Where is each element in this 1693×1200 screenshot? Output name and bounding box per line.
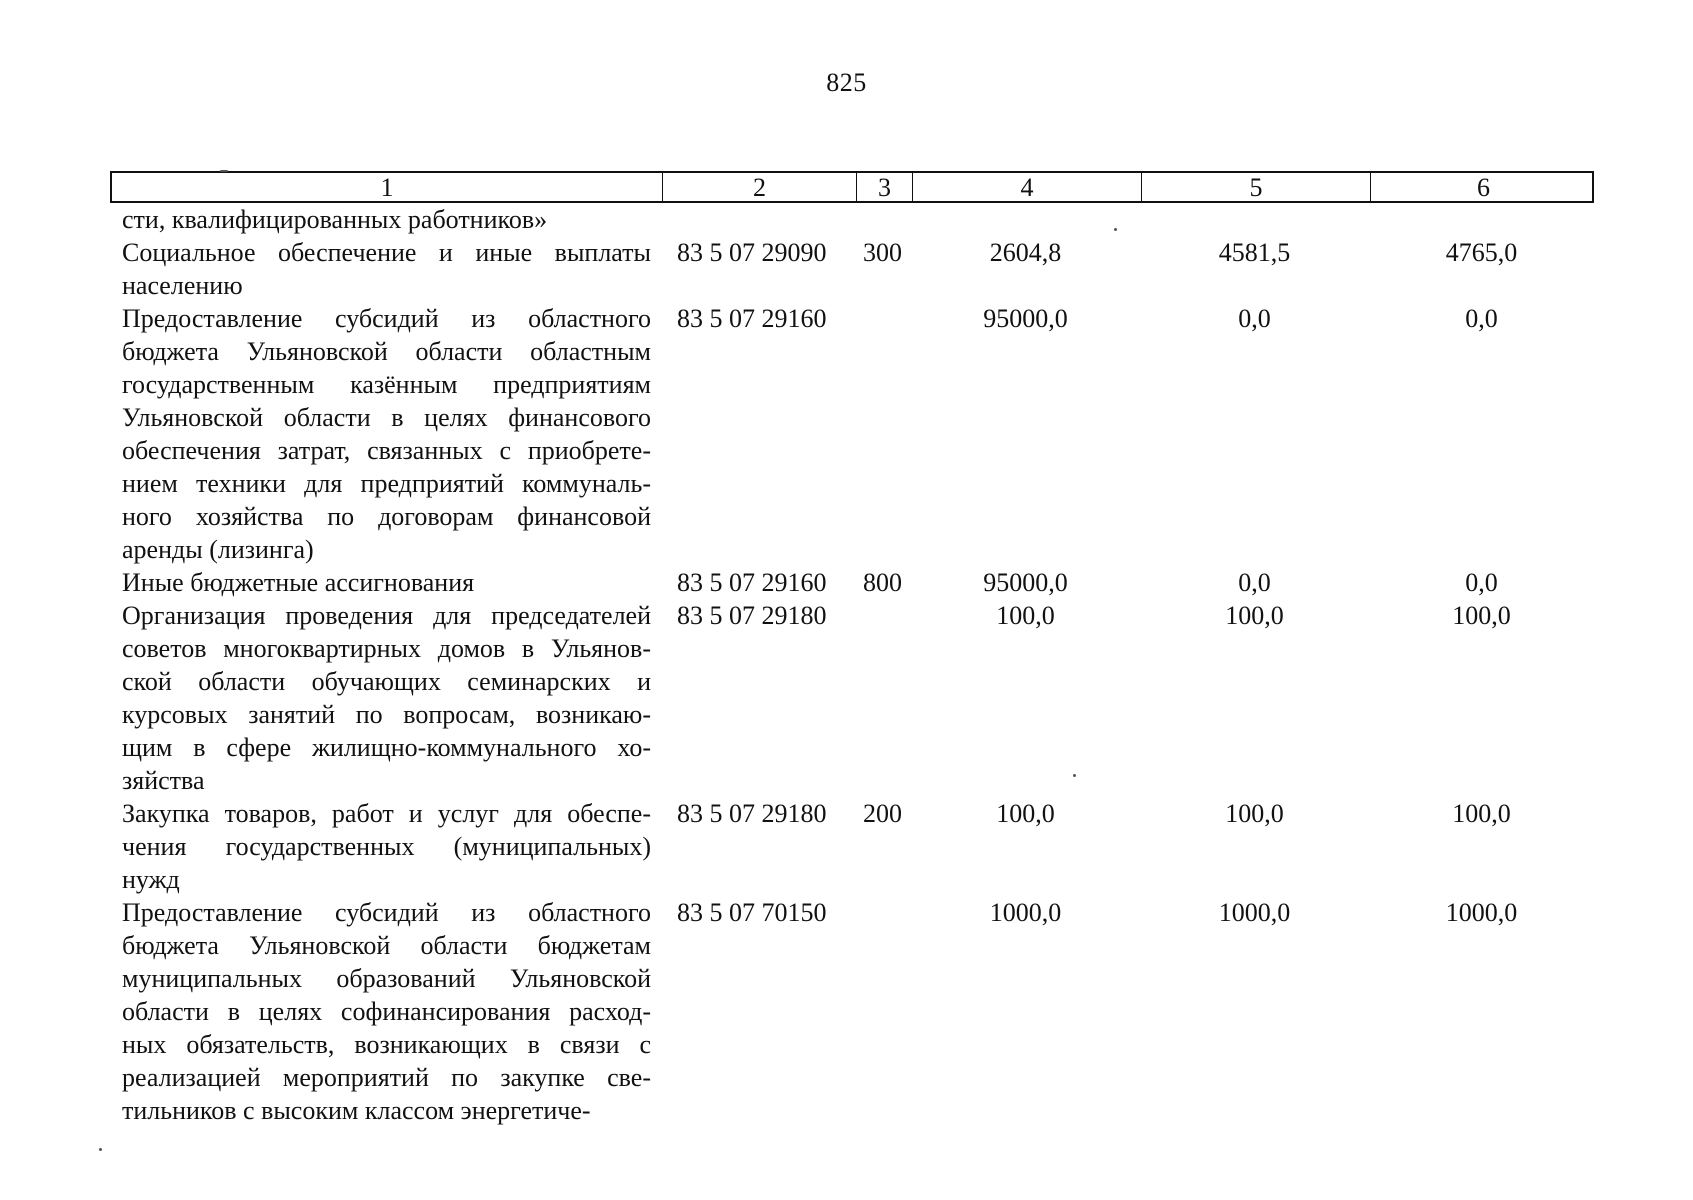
row-value-col4: 100,0 xyxy=(996,799,1055,828)
table-header-row xyxy=(110,171,1594,203)
table-row xyxy=(110,203,1594,236)
row-expense-type xyxy=(855,203,911,236)
column-header-3: 3 xyxy=(857,173,913,203)
description-line: Организация проведения для председателей xyxy=(122,601,651,630)
row-description xyxy=(110,302,661,566)
description-line: щим в сфере жилищно-коммунального хо- xyxy=(122,733,651,762)
row-value-col4: 100,0 xyxy=(996,601,1055,630)
column-header-2: 2 xyxy=(663,173,857,203)
table-body xyxy=(110,203,1594,1127)
row-value-col5: 0,0 xyxy=(1238,568,1271,597)
row-value-col5: 100,0 xyxy=(1225,601,1284,630)
description-line: Социальное обеспечение и иные выплаты xyxy=(122,238,651,267)
row-description xyxy=(110,566,661,599)
row-expense-type xyxy=(855,302,911,566)
description-line: государственным казённым предприятиям xyxy=(122,370,651,399)
row-value-col6: 0,0 xyxy=(1465,568,1498,597)
row-description xyxy=(110,599,661,797)
row-description xyxy=(110,236,661,302)
row-description xyxy=(110,797,661,896)
description-line: тильников с высоким классом энергетиче- xyxy=(122,1096,591,1125)
description-line: Иные бюджетные ассигнования xyxy=(122,568,475,597)
row-value-col4 xyxy=(911,203,1140,236)
row-value-col4: 2604,8 xyxy=(989,238,1062,267)
row-expense-type xyxy=(855,599,911,797)
row-code: 83 5 07 29160 xyxy=(677,304,827,333)
description-line: бюджета Ульяновской области областным xyxy=(122,337,651,366)
page-number: 825 xyxy=(826,68,867,97)
column-header-5: 5 xyxy=(1142,173,1371,203)
description-line: области в целях софинансирования расход- xyxy=(122,997,651,1026)
row-expense-type xyxy=(855,896,911,1127)
row-code: 83 5 07 29160 xyxy=(677,568,827,597)
table-row xyxy=(110,302,1594,566)
row-value-col5: 0,0 xyxy=(1238,304,1271,333)
description-line: аренды (лизинга) xyxy=(122,535,314,564)
description-line: нужд xyxy=(122,865,180,894)
row-value-col4: 95000,0 xyxy=(983,568,1068,597)
table-row xyxy=(110,797,1594,896)
table-row xyxy=(110,566,1594,599)
row-value-col6 xyxy=(1369,203,1594,236)
description-line: бюджета Ульяновской области бюджетам xyxy=(122,931,651,960)
row-value-col6: 1000,0 xyxy=(1445,898,1518,927)
description-line: обеспечения затрат, связанных с приобрете- xyxy=(122,436,651,465)
table-row xyxy=(110,599,1594,797)
description-line: зяйства xyxy=(122,766,205,795)
row-code xyxy=(661,203,855,236)
row-value-col6: 0,0 xyxy=(1465,304,1498,333)
scan-speck xyxy=(1114,228,1117,231)
description-line: сти, квалифицированных работников» xyxy=(122,205,548,234)
description-line: Предоставление субсидий из областного xyxy=(122,898,651,927)
description-line: нием техники для предприятий коммуналь- xyxy=(122,469,651,498)
description-line: реализацией мероприятий по закупке све- xyxy=(122,1063,651,1092)
scan-speck xyxy=(99,1148,102,1151)
row-expense-type: 200 xyxy=(863,799,902,828)
row-value-col5: 100,0 xyxy=(1225,799,1284,828)
row-value-col6: 100,0 xyxy=(1452,601,1511,630)
scan-speck xyxy=(220,170,228,172)
row-description xyxy=(110,896,661,1127)
row-expense-type: 300 xyxy=(863,238,902,267)
table-row xyxy=(110,896,1594,1127)
column-header-1: 1 xyxy=(112,173,663,203)
column-header-6: 6 xyxy=(1477,173,1490,202)
row-value-col4: 95000,0 xyxy=(983,304,1068,333)
row-value-col5: 4581,5 xyxy=(1218,238,1291,267)
description-line: муниципальных образований Ульяновской xyxy=(122,964,651,993)
description-line: Закупка товаров, работ и услуг для обеспе- xyxy=(122,799,651,828)
row-code: 83 5 07 29180 xyxy=(677,601,827,630)
description-line: Предоставление субсидий из областного xyxy=(122,304,651,333)
row-code: 83 5 07 70150 xyxy=(677,898,827,927)
row-value-col6: 100,0 xyxy=(1452,799,1511,828)
description-line: Ульяновской области в целях финансового xyxy=(122,403,651,432)
row-code: 83 5 07 29180 xyxy=(677,799,827,828)
description-line: ных обязательств, возникающих в связи с xyxy=(122,1030,651,1059)
description-line: чения государственных (муниципальных) xyxy=(122,832,651,861)
description-line: населению xyxy=(122,271,243,300)
table-row xyxy=(110,236,1594,302)
scan-speck xyxy=(1073,774,1076,777)
row-value-col6: 4765,0 xyxy=(1445,238,1518,267)
description-line: курсовых занятий по вопросам, возникаю- xyxy=(122,700,651,729)
row-value-col5: 1000,0 xyxy=(1218,898,1291,927)
row-expense-type: 800 xyxy=(863,568,902,597)
budget-table xyxy=(110,171,1594,1127)
description-line: советов многоквартирных домов в Ульянов- xyxy=(122,634,651,663)
row-code: 83 5 07 29090 xyxy=(677,238,827,267)
column-header-4: 4 xyxy=(913,173,1142,203)
description-line: ного хозяйства по договорам финансовой xyxy=(122,502,651,531)
row-value-col5 xyxy=(1140,203,1369,236)
row-description xyxy=(110,203,661,236)
description-line: ской области обучающих семинарских и xyxy=(122,667,651,696)
row-value-col4: 1000,0 xyxy=(989,898,1062,927)
